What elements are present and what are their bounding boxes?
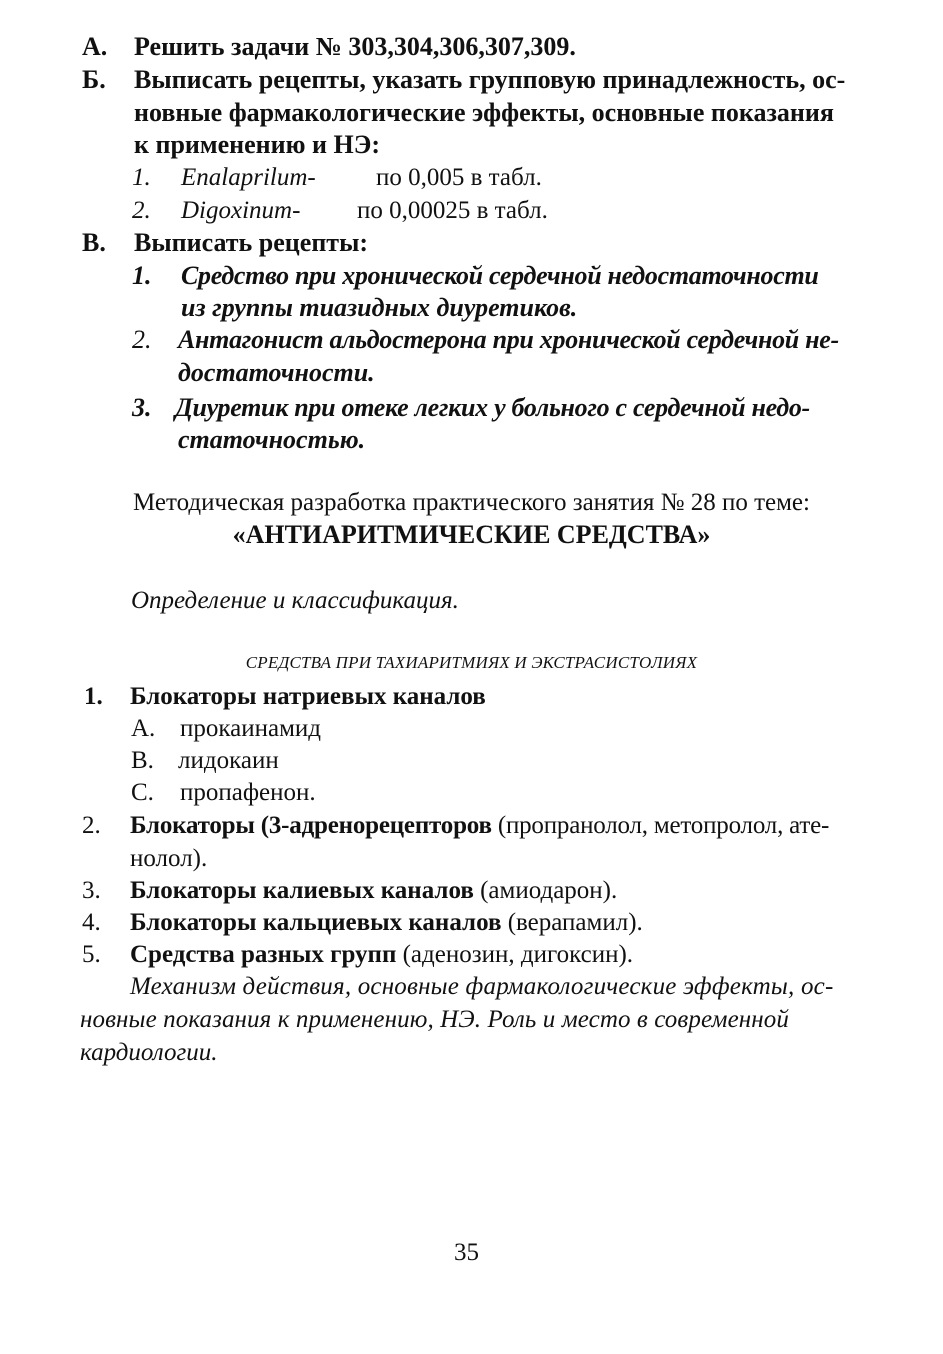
lesson-intro: Методическая разработка практического занятия № 28 по теме: <box>133 489 810 516</box>
drug-class-examples: (амиодарон). <box>473 877 618 904</box>
drug-class-title: Блокаторы (3-адренорецепторов <box>130 812 492 839</box>
mechanism-line-1: Механизм действия, основные фармакологические эффекты, ос- <box>130 973 834 1000</box>
section-a-marker: А. <box>82 32 108 61</box>
task-text: Антагонист альдостерона при хронической сердечной не- <box>178 325 839 354</box>
drug-subitem-text: прокаинамид <box>180 715 322 742</box>
task-number: 3. <box>132 393 152 422</box>
drug-class-number: 5. <box>82 941 101 968</box>
drug-class-title: Средства разных групп <box>130 941 397 968</box>
section-a-text: Решить задачи № 303,304,306,307,309. <box>134 32 576 61</box>
drug-class-number: 2. <box>82 812 101 839</box>
task-text: Средство при хронической сердечной недостаточности <box>181 261 819 290</box>
drug-subitem-letter: C. <box>131 779 154 806</box>
drug-class-examples: (аденозин, дигоксин). <box>396 941 634 968</box>
page-number: 35 <box>454 1239 479 1266</box>
task-text-cont: из группы тиазидных диуретиков. <box>181 293 578 322</box>
drug-class-examples-cont: нолол). <box>130 845 208 872</box>
task-text: Диуретик при отеке легких у больного с сердечной недо- <box>175 393 810 422</box>
drug-class-title: Блокаторы натриевых каналов <box>130 683 486 710</box>
section-v-title: Выписать рецепты: <box>134 228 369 257</box>
prescription-drug: Digoxinum- <box>181 197 301 224</box>
task-text-cont: статочностью. <box>178 425 366 454</box>
task-number: 1. <box>132 261 152 290</box>
prescription-number: 1. <box>132 164 151 191</box>
drug-subitem-text: лидокаин <box>178 747 279 774</box>
mechanism-line-2: новные показания к применению, НЭ. Роль и место в современной <box>80 1006 789 1033</box>
section-b-line-3: к применению и НЭ: <box>134 130 380 159</box>
drug-subitem-letter: A. <box>131 715 156 742</box>
section-v-marker: В. <box>82 228 106 257</box>
drug-class-number: 4. <box>82 909 101 936</box>
task-number: 2. <box>132 325 152 354</box>
prescription-dose: по 0,00025 в табл. <box>357 197 548 224</box>
drug-class-number: 1. <box>84 683 103 710</box>
drug-subitem-text: пропафенон. <box>180 779 316 806</box>
drug-class-examples: (пропранолол, метопролол, ате- <box>491 812 830 839</box>
section-b-line-2: новные фармакологические эффекты, основные показания <box>134 98 834 127</box>
drug-subitem-letter: B. <box>131 747 154 774</box>
subheading: СРЕДСТВА ПРИ ТАХИАРИТМИЯХ И ЭКСТРАСИСТОЛИЯХ <box>245 653 698 672</box>
section-b-text: Выписать рецепты, указать групповую принадлежность, ос- <box>134 65 846 94</box>
drug-class-examples: (верапамил). <box>501 909 643 936</box>
drug-class-title: Блокаторы калиевых каналов <box>130 877 474 904</box>
definition-heading: Определение и классификация. <box>131 587 459 614</box>
prescription-dose: по 0,005 в табл. <box>376 164 542 191</box>
task-text-cont: достаточности. <box>178 358 375 387</box>
prescription-number: 2. <box>132 197 151 224</box>
drug-class-title: Блокаторы кальциевых каналов <box>130 909 502 936</box>
mechanism-line-3: кардиологии. <box>80 1039 218 1066</box>
lesson-title: «АНТИАРИТМИЧЕСКИЕ СРЕДСТВА» <box>232 520 711 549</box>
prescription-drug: Enalaprilum- <box>181 164 316 191</box>
section-b-marker: Б. <box>82 65 106 94</box>
drug-class-number: 3. <box>82 877 101 904</box>
